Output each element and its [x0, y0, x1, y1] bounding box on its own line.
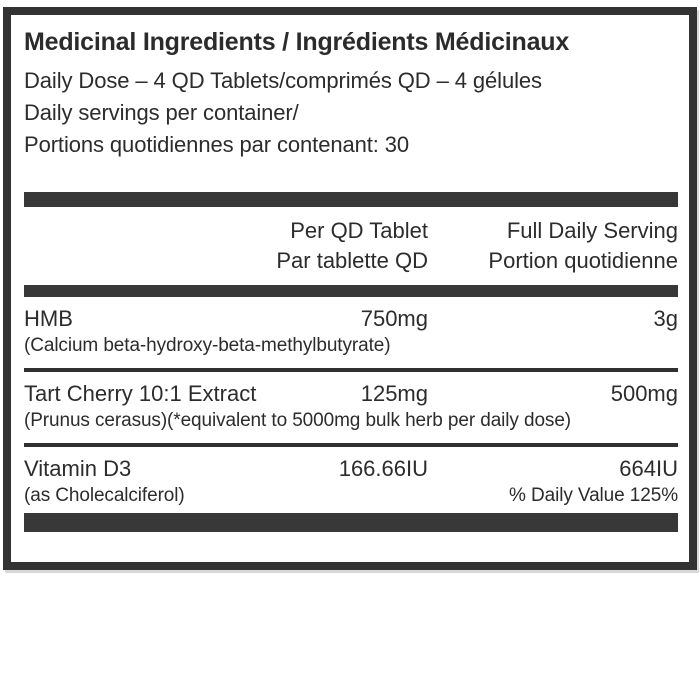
- ingredient-note: (Prunus cerasus)(*equivalent to 5000mg bulk herb per daily dose): [24, 410, 572, 431]
- separator-bar-top: [24, 192, 678, 207]
- ingredient-name: HMB: [24, 306, 73, 331]
- ingredient-per-tablet-value: 750mg: [360, 306, 428, 331]
- ingredient-row-hmb: [24, 305, 678, 359]
- ingredient-row-vitamin-d3: [24, 455, 678, 509]
- column-headers: [24, 216, 678, 276]
- ingredient-main-line: [24, 380, 678, 408]
- panel-title: Medicinal Ingredients / Ingrédients Médicinaux: [24, 28, 570, 56]
- panel-content: [11, 15, 689, 532]
- row-divider: [24, 368, 678, 372]
- servings-line-en: Daily servings per container/: [24, 100, 299, 125]
- header-per-tablet-fr: Par tablette QD: [276, 248, 428, 273]
- ingredient-note-line: [24, 408, 678, 434]
- column-headers-fr: [24, 246, 678, 276]
- ingredient-name: Tart Cherry 10:1 Extract: [24, 381, 257, 406]
- supplement-facts-panel: [3, 7, 697, 570]
- ingredient-main-line: [24, 455, 678, 483]
- ingredient-row-tart-cherry: [24, 380, 678, 434]
- ingredient-full-serving-value: 664IU: [619, 456, 678, 481]
- ingredient-note: (Calcium beta-hydroxy-beta-methylbutyrate): [24, 335, 391, 356]
- daily-dose-line: Daily Dose – 4 QD Tablets/comprimés QD – 4 gélules: [24, 68, 542, 93]
- ingredient-full-serving-value: 3g: [653, 306, 678, 331]
- header-full-serving-fr: Portion quotidienne: [488, 248, 678, 273]
- ingredient-full-serving-value: 500mg: [610, 381, 678, 406]
- header-per-tablet-en: Per QD Tablet: [290, 218, 428, 243]
- ingredient-note-line: [24, 333, 678, 359]
- ingredient-per-tablet-value: 125mg: [360, 381, 428, 406]
- separator-bar-header: [24, 285, 678, 297]
- column-headers-en: [24, 216, 678, 246]
- ingredient-note: (as Cholecalciferol): [24, 485, 185, 506]
- header-full-serving-en: Full Daily Serving: [506, 218, 678, 243]
- row-divider: [24, 443, 678, 447]
- servings-line-fr: Portions quotidiennes par contenant: 30: [24, 132, 410, 157]
- ingredient-main-line: [24, 305, 678, 333]
- ingredient-name: Vitamin D3: [24, 456, 132, 481]
- daily-value-percent: % Daily Value 125%: [509, 485, 678, 506]
- ingredient-note-line: [24, 483, 678, 509]
- ingredient-per-tablet-value: 166.66IU: [338, 456, 428, 481]
- dose-info-block: [24, 65, 678, 161]
- separator-bar-bottom: [24, 513, 678, 532]
